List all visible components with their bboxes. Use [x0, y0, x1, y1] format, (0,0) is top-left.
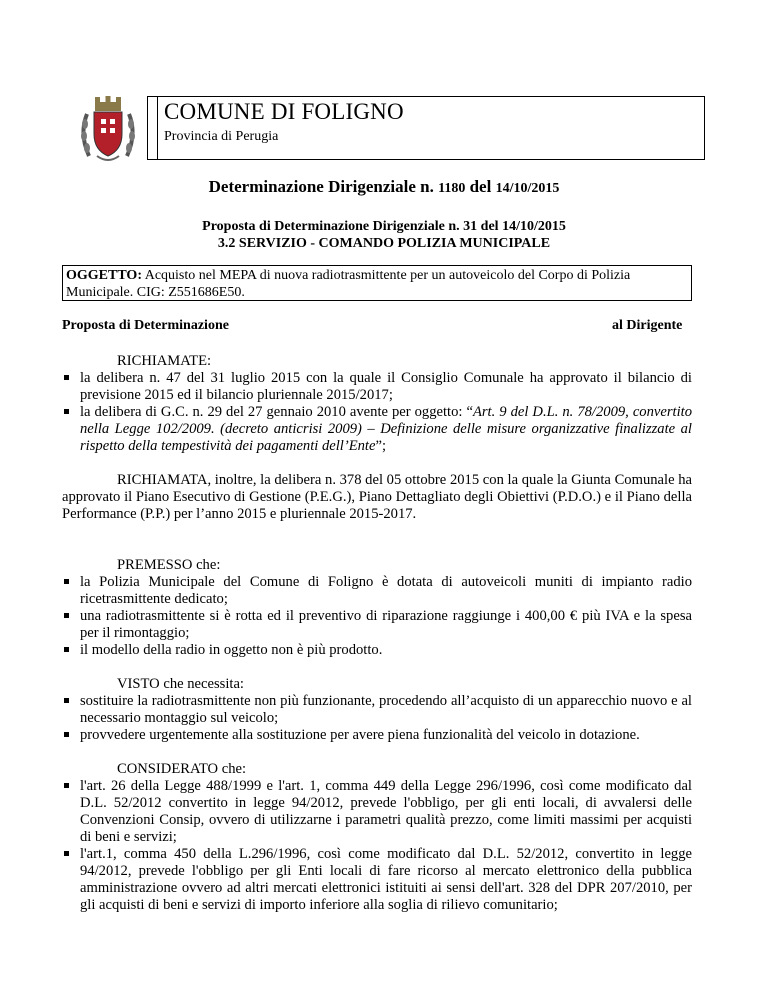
list-item: la delibera di G.C. n. 29 del 27 gennaio 2010 avente per oggetto: “Art. 9 del D.L. n. 78/2009, convertito nella Legge 102/2009. (decreto anticrisi 2009) – Definizione delle misure organizzative finalizzate al rispetto della tempestività dei pagamenti dell’Ente”; — [62, 404, 692, 455]
oggetto-box — [62, 265, 692, 301]
visto-heading: VISTO che necessita: — [117, 676, 244, 692]
richiamata-paragraph: RICHIAMATA, inoltre, la delibera n. 378 del 05 ottobre 2015 con la quale la Giunta Comunale ha approvato il Piano Esecutivo di Gestione (P.E.G.), Piano Dettagliato degli Obiettivi (P.D.O.) e il Piano della Performance (P.P.) per l’anno 2015 e pluriennale 2015-2017. — [62, 472, 692, 522]
al-dirigente-label: al Dirigente — [612, 318, 683, 333]
coat-of-arms-logo — [77, 94, 139, 166]
richiamate-heading: RICHIAMATE: — [117, 353, 212, 369]
considerato-heading: CONSIDERATO che: — [117, 761, 247, 777]
proposta-heading — [0, 218, 768, 252]
proposta-line-2: 3.2 SERVIZIO - COMANDO POLIZIA MUNICIPALE — [217, 236, 551, 251]
list-item: sostituire la radiotrasmittente non più funzionante, procedendo all’acquisto di un apparecchio nuovo e al necessario montaggio sul veicolo; — [62, 693, 692, 727]
oggetto-text: Acquisto nel MEPA di nuova radiotrasmittente per un autoveicolo del Corpo di Polizia Municipale. CIG: Z551686E50. — [66, 268, 631, 300]
visto-list — [62, 693, 692, 744]
premesso-heading: PREMESSO che: — [117, 557, 221, 573]
proposta-label: Proposta di Determinazione — [62, 318, 229, 333]
richiamate-list — [62, 370, 692, 455]
proposta-line-1: Proposta di Determinazione Dirigenziale n. 31 del 14/10/2015 — [202, 219, 566, 234]
premesso-list — [62, 574, 692, 659]
document-body — [62, 353, 692, 914]
list-item: l'art. 26 della Legge 488/1999 e l'art. 1, comma 449 della Legge 296/1996, così come modificato dal D.L. 52/2012 convertito in legge 94/2012, prevede l'obbligo, per gli enti locali, di avvalersi delle Convenzioni Consip, ovvero di utilizzarne i parametri qualità prezzo, come limiti massimi per acquisti di beni e servizi; — [62, 778, 692, 846]
list-item: la Polizia Municipale del Comune di Foligno è dotata di autoveicoli muniti di impianto radio ricetrasmittente dedicato; — [62, 574, 692, 608]
list-item: la delibera n. 47 del 31 luglio 2015 con la quale il Consiglio Comunale ha approvato il bilancio di previsione 2015 ed il bilancio pluriennale 2015/2017; — [62, 370, 692, 404]
determinazione-title: Determinazione Dirigenziale n. 1180 del 14/10/2015 — [208, 177, 560, 196]
list-item: una radiotrasmittente si è rotta ed il preventivo di riparazione raggiunge i 400,00 € più IVA e la spesa per il rimontaggio; — [62, 608, 692, 642]
province-subtitle: Provincia di Perugia — [164, 129, 279, 144]
list-item: l'art.1, comma 450 della L.296/1996, così come modificato dal D.L. 52/2012, convertito in legge 94/2012, prevede l'obbligo per gli Enti locali di fare ricorso al mercato elettronico della pubblica amministrazione ovvero ad altri mercati elettronici istituiti ai sensi dell'art. 328 del DPR 207/2010, per gli acquisti di beni e servizi di importo inferiore alla soglia di rilievo comunitario; — [62, 846, 692, 914]
oggetto-label: OGGETTO: — [66, 268, 142, 283]
list-item: provvedere urgentemente alla sostituzione per avere piena funzionalità del veicolo in dotazione. — [62, 727, 692, 744]
considerato-list — [62, 778, 692, 914]
municipality-title: COMUNE DI FOLIGNO — [164, 99, 404, 124]
list-item: il modello della radio in oggetto non è più prodotto. — [62, 642, 692, 659]
header-box — [147, 96, 705, 160]
